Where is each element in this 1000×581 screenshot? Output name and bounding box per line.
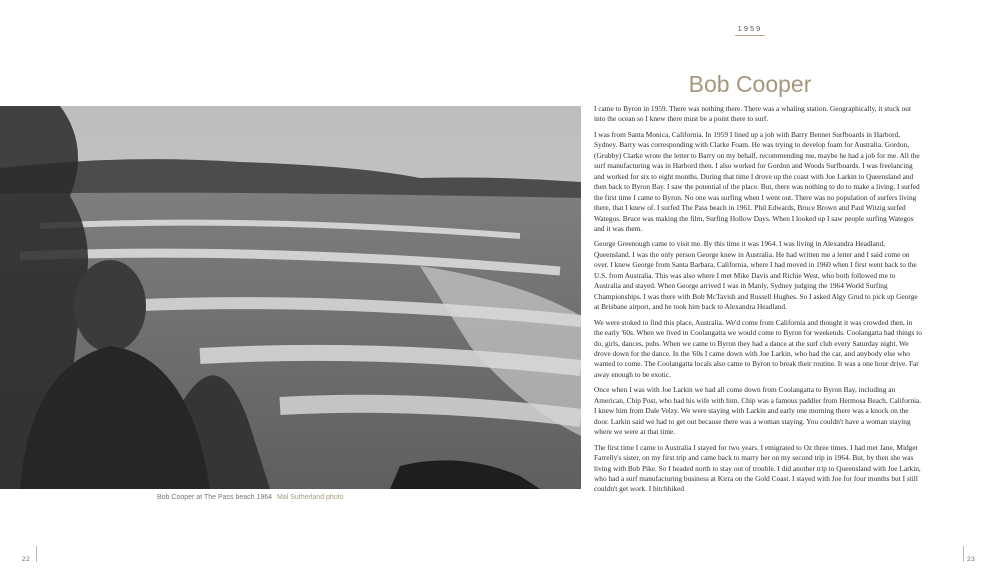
article-title: Bob Cooper xyxy=(688,71,812,98)
article-body xyxy=(594,104,922,528)
paragraph: I was from Santa Monica, California. In 1959 I lined up a job with Barry Bennet Surfboards in Harbord, Sydney. Barry was corresponding with Clarke Foam. He was trying to develop foam for Australia. Gordon, (Grubby) Clarke wrote the letter to Barry on my behalf, recommending me, maybe he had a job for me. All the surf manufacturing was in Harbord then. I also worked for Gordon and Woods Surfboards. I was freelancing and worked for six to eight months. During that time I drove up the coast with Joe Larkin to Queensland and then back to Byron Bay. I saw the potential of the place. But, there was nothing to do to make a living. I surfed the first time I came to Byron. No one was surfing when I went out. There was no population of surfers living there, that I knew of. I surfed The Pass beach in 1961. Phil Edwards, Bruce Brown and Paul Witzig surfed Wategos. Bruce was making the film, Surfing Hollow Days. When I looked up I saw people surfing Wategos and it was them. xyxy=(594,129,920,233)
paragraph: George Greenough came to visit me. By this time it was 1964. I was living in Alexandra Headland, Queensland. I was the only person George knew in Australia. He had written me a letter and I said come on over. I knew George from Santa Barbara, California, where I had moved in 1960 when I first went back to the U.S. from Australia. This was also where I met Mike Davis and Richie West, who both followed me to Australia and stayed. When George arrived I was in Manly, Sydney judging the 1964 World Surfing Championships. I was there with Bob McTavish and Russell Hughes. So I asked Algy Grud to pick up George at Brisbane airport, and he took him back to Alexandra Headland. xyxy=(594,239,918,312)
beach-photo xyxy=(0,106,581,489)
folio-divider-right xyxy=(963,546,964,562)
photo-illustration xyxy=(0,106,581,489)
year-label: 1959 xyxy=(737,24,763,33)
caption-text: Bob Cooper at The Pass beach 1964 xyxy=(157,494,273,501)
page-number-left: 22 xyxy=(22,556,31,563)
paragraph: We were stoked to find this place, Australia. We'd come from California and thought it was crowded then, in the early '60s. When we lived in Coolangatta we would come to Byron for weekends. Coolangatta had things to do, girls, dances, pubs. When we came to Byron they had a dance at the surf club every Saturday night. We drove down for the dance. In the '60s I came down with Joe Larkin, who had the car, and anybody else who wanted to come. The Coolangatta locals also came to Byron to break their routine. It was a one hour drive. Far away enough to be exotic. xyxy=(594,317,922,379)
year-divider xyxy=(735,35,765,36)
folio-divider-left xyxy=(36,546,37,562)
caption-credit: Mal Sutherland photo xyxy=(277,494,344,501)
paragraph: The first time I came to Australia I stayed for two years. I emigrated to Oz three times. I had met Jane, Midget Farrelly's sister, on my first trip and came back to marry her on my second trip in 1964. But, by then she was living with Bob Pike. So I headed north to stay out of trouble. I did another trip to Queensland with Joe Larkin, who had a surf manufacturing business at Kirra on the Gold Coast. I stayed with Joe for four months but I still couldn't get work. I hitchhiked xyxy=(594,442,921,494)
paragraph: Once when I was with Joe Larkin we had all come down from Coolangatta to Byron Bay, including an American, Chip Post, who had his wife with him. Chip was a famous paddler from Hermosa Beach, California. I knew him from Dale Velzy. We were staying with Larkin and early one morning there was a knock on the door. Larkin said we had to get out because there was a woman staying. You couldn't have a woman staying where we were at that time. xyxy=(594,385,922,437)
page-number-right: 23 xyxy=(967,556,976,563)
photo-caption xyxy=(157,494,344,501)
paragraph: I came to Byron in 1959. There was nothing there. There was a whaling station. Geographically, it stuck out into the ocean so I knew there must be a point there to surf. xyxy=(594,104,911,124)
